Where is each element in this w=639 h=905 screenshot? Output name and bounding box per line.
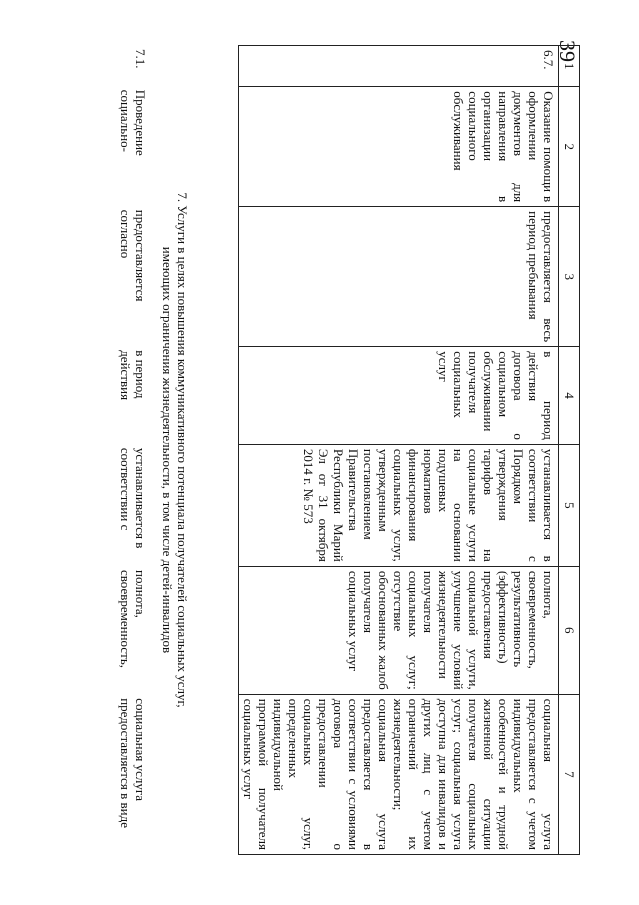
service-name: Проведение социально-: [118, 89, 148, 156]
rotated-page-content: [118, 45, 580, 855]
service-period: предоставляется согласно: [118, 209, 148, 302]
service-conditions: социальная услуга предоставляется в виде: [118, 698, 148, 828]
header-col-5: 5: [559, 444, 580, 566]
service-name: Оказание помощи в оформлении документов для направления в организации социального обслуживания: [239, 87, 559, 207]
services-table: [238, 45, 580, 855]
page-number: 39: [555, 40, 580, 62]
service-tariff: устанавливается в соответствии с Порядком утверждения тарифов на социальные услуги на основании подушевых нормативов финансирования социальных услуг, утвержденным постановлением Правительства Республики Марий Эл от 31 октября 2014 г. № 573: [239, 444, 559, 566]
row-number: 7.1.: [133, 49, 148, 69]
service-conditions: социальная услуга предоставляется с учетом индивидуальных особенностей и трудной жизненной ситуации получателя социальных услуг; социальная услуга доступна для инвалидов и других лиц с учетом ограничений их жизнедеятельности; социальная услуга предоставляется в соответствии с условиями договора о предоставлении социальных услуг, определенных индивидуальной программой получателя социальных услуг: [239, 694, 559, 854]
header-col-7: 7: [559, 694, 580, 854]
service-quality: полнота, своевременность,: [118, 569, 148, 669]
section-7-title: [160, 45, 190, 855]
service-period: предоставляется весь период пребывания: [239, 207, 559, 347]
header-col-2: 2: [559, 87, 580, 207]
header-col-6: 6: [559, 566, 580, 694]
header-col-4: 4: [559, 347, 580, 445]
service-tariff: устанавливается в соответствии с: [118, 447, 148, 549]
section-7-title-line-2: имеющих ограничения жизнедеятельности, в том числе детей-инвалидов: [160, 246, 175, 654]
service-term: в период действия: [118, 350, 148, 401]
table-row-6-7: [239, 46, 559, 855]
section-7-title-line-1: 7. Услуги в целях повышения коммуникативного потенциала получателей социальных услуг,: [175, 192, 190, 708]
service-term: в период действия договора о социальном обслуживании получателя социальных услуг: [239, 347, 559, 445]
service-quality: полнота, своевременность, результативность (эффективность) предоставления социальной услуги, улучшение условий жизнедеятельности получателя социальных услуг; отсутствие обоснованных жалоб получателя социальных услуг: [239, 566, 559, 694]
table-header-row: [559, 46, 580, 855]
header-col-1: 1: [559, 46, 580, 87]
table-row-7-1: [116, 45, 150, 855]
header-col-3: 3: [559, 207, 580, 347]
row-number: 6.7.: [239, 46, 559, 87]
